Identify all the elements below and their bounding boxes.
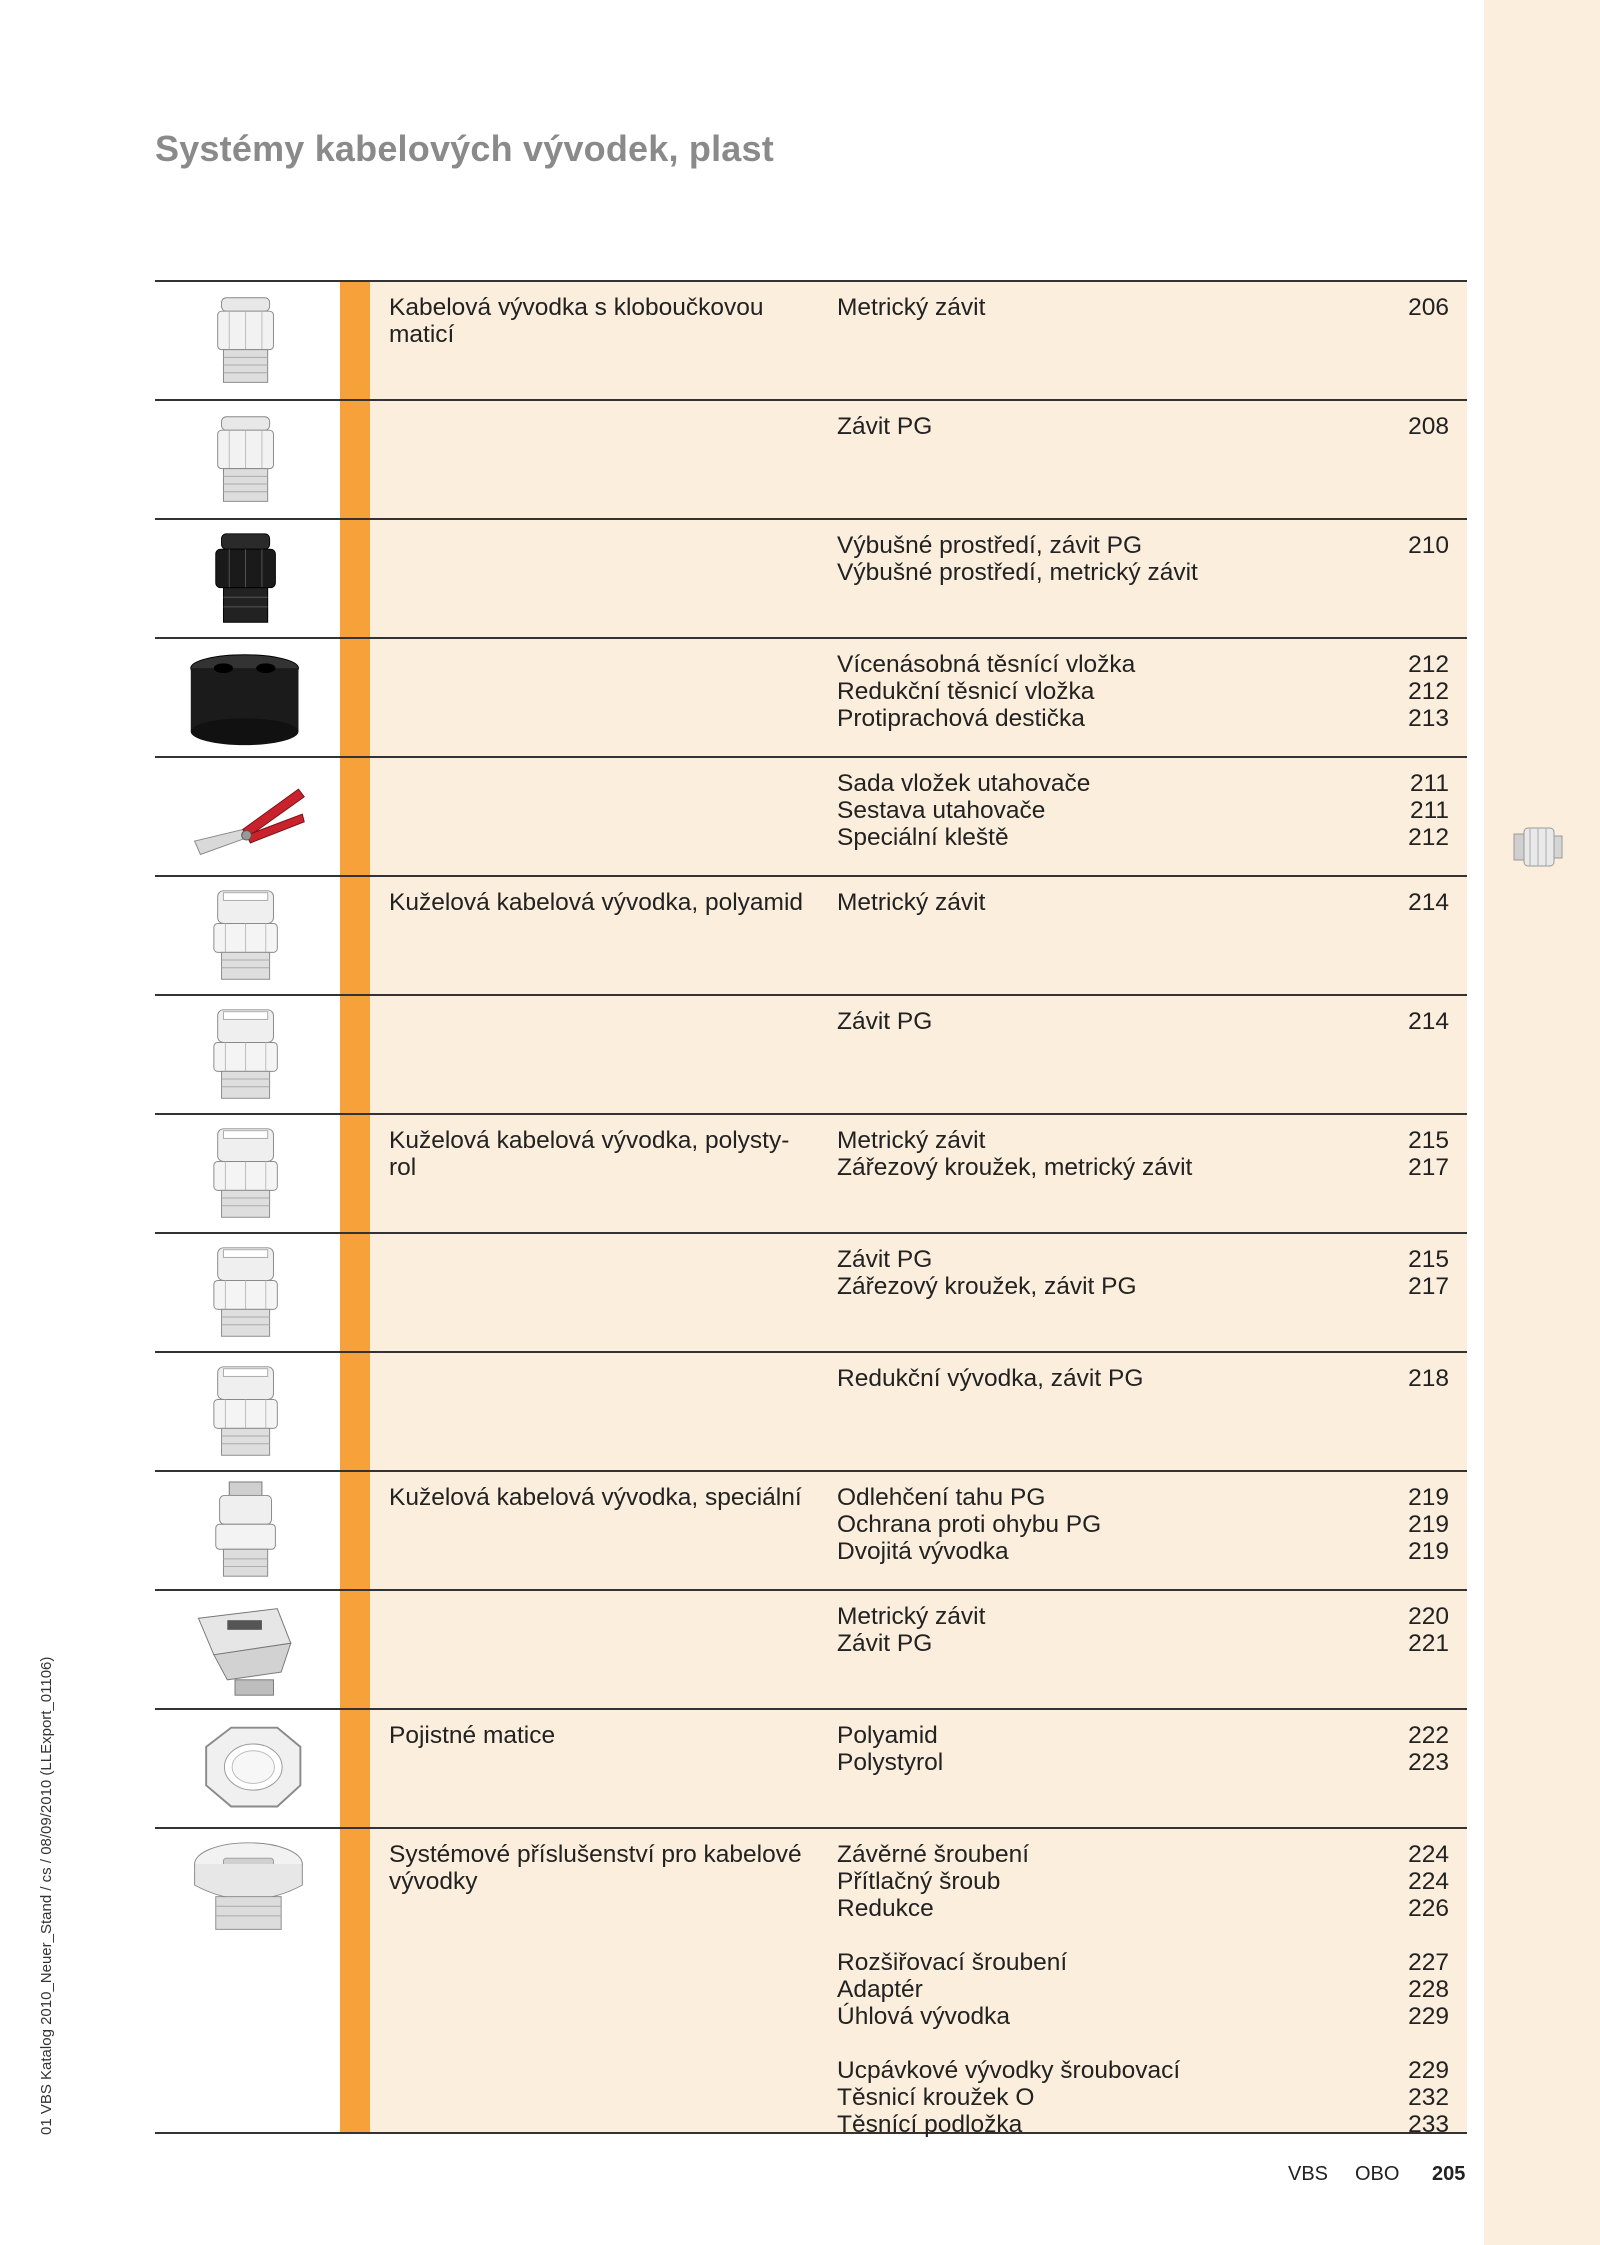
item-page-number: 218 <box>1408 1365 1449 1392</box>
catalog-item <box>837 2057 1449 2084</box>
item-label: Výbušné prostředí, závit PG <box>837 532 1143 559</box>
item-label: Úhlová vývodka <box>837 2003 1010 2030</box>
item-page-number: 229 <box>1408 2057 1449 2084</box>
item-label: Těsnicí kroužek O <box>837 2084 1035 2111</box>
item-page-number: 232 <box>1408 2084 1449 2111</box>
item-page-number: 212 <box>1408 678 1449 705</box>
catalog-row <box>155 756 1467 875</box>
item-label: Polyamid <box>837 1722 938 1749</box>
catalog-item <box>837 1722 1449 1749</box>
item-page-number: 217 <box>1408 1273 1449 1300</box>
item-label: Zářezový kroužek, metrický závit <box>837 1154 1193 1181</box>
catalog-row <box>155 1351 1467 1470</box>
accent-stripe <box>340 758 370 875</box>
catalog-item <box>837 1008 1449 1035</box>
item-label: Metrický závit <box>837 1127 986 1154</box>
item-page-number: 223 <box>1408 1749 1449 1776</box>
item-list <box>837 294 1449 321</box>
catalog-item <box>837 705 1449 732</box>
catalog-row <box>155 1113 1467 1232</box>
category-label: Pojistné matice <box>389 1722 556 1749</box>
catalog-item <box>837 1511 1449 1538</box>
item-page-number: 219 <box>1408 1511 1449 1538</box>
cone-cable-gland-icon <box>185 1359 310 1465</box>
item-list <box>837 1127 1449 1181</box>
item-label: Speciální kleště <box>837 824 1009 851</box>
item-list <box>837 889 1449 916</box>
item-page-number: 224 <box>1408 1868 1449 1895</box>
pliers-icon <box>185 764 310 870</box>
group-spacer <box>837 1922 1449 1949</box>
item-label: Těsnící podložka <box>837 2111 1023 2138</box>
screw-plug-icon <box>185 1835 310 1941</box>
item-label: Závit PG <box>837 1008 933 1035</box>
item-list <box>837 1722 1449 1776</box>
item-list <box>837 413 1449 440</box>
item-page-number: 215 <box>1408 1127 1449 1154</box>
catalog-item <box>837 2003 1449 2030</box>
accent-stripe <box>340 1591 370 1708</box>
cone-cable-gland-icon <box>185 1240 310 1346</box>
item-label: Adaptér <box>837 1976 923 2003</box>
item-label: Dvojitá vývodka <box>837 1538 1009 1565</box>
item-page-number: 224 <box>1408 1841 1449 1868</box>
catalog-item <box>837 1273 1449 1300</box>
item-page-number: 212 <box>1408 824 1449 851</box>
catalog-item <box>837 651 1449 678</box>
side-print-info: 01 VBS Katalog 2010_Neuer_Stand / cs / 08/09/2010 (LLExport_01106) <box>38 1656 55 2135</box>
item-page-number: 215 <box>1408 1246 1449 1273</box>
catalog-row <box>155 280 1467 399</box>
catalog-item <box>837 1603 1449 1630</box>
item-label: Protiprachová destička <box>837 705 1085 732</box>
item-label: Závit PG <box>837 1246 933 1273</box>
item-list <box>837 1484 1449 1565</box>
item-label: Výbušné prostředí, metrický závit <box>837 559 1198 586</box>
item-label: Polystyrol <box>837 1749 944 1776</box>
item-list <box>837 770 1449 851</box>
catalog-table <box>155 280 1467 2138</box>
item-list <box>837 1841 1449 2138</box>
item-page-number: 219 <box>1408 1484 1449 1511</box>
catalog-item <box>837 1868 1449 1895</box>
item-page-number: 208 <box>1408 413 1449 440</box>
item-label: Vícenásobná těsnící vložka <box>837 651 1136 678</box>
category-label: Kuželová kabelová vývodka, polysty- rol <box>389 1127 790 1181</box>
catalog-item <box>837 1246 1449 1273</box>
item-label: Metrický závit <box>837 1603 986 1630</box>
item-label: Redukční vývodka, závit PG <box>837 1365 1144 1392</box>
catalog-row <box>155 637 1467 756</box>
item-list <box>837 1246 1449 1300</box>
item-page-number: 212 <box>1408 651 1449 678</box>
catalog-row <box>155 518 1467 637</box>
accent-stripe <box>340 520 370 637</box>
catalog-item <box>837 294 1449 321</box>
item-list <box>837 1603 1449 1657</box>
footer-brand-vbs: VBS <box>1288 2163 1329 2185</box>
item-label: Ucpávkové vývodky šroubovací <box>837 2057 1181 2084</box>
item-list <box>837 651 1449 732</box>
accent-stripe <box>340 996 370 1113</box>
item-page-number: 227 <box>1408 1949 1449 1976</box>
item-label: Metrický závit <box>837 889 986 916</box>
catalog-item <box>837 1976 1449 2003</box>
catalog-item <box>837 889 1449 916</box>
page-title: Systémy kabelových vývodek, plast <box>155 128 774 169</box>
cone-cable-gland-icon <box>185 1002 310 1108</box>
category-label: Kuželová kabelová vývodka, polyamid <box>389 889 804 916</box>
special-cable-gland-icon <box>185 1478 310 1584</box>
lock-nut-icon <box>185 1716 310 1822</box>
group-spacer <box>837 2030 1449 2057</box>
angled-cable-gland-icon <box>185 1597 310 1703</box>
catalog-item <box>837 1538 1449 1565</box>
catalog-item <box>837 1127 1449 1154</box>
item-page-number: 226 <box>1408 1895 1449 1922</box>
item-page-number: 211 <box>1409 770 1449 797</box>
item-label: Redukční těsnicí vložka <box>837 678 1095 705</box>
item-list <box>837 1008 1449 1035</box>
catalog-row <box>155 1470 1467 1589</box>
page-number: 205 <box>1432 2163 1466 2185</box>
side-band <box>1484 0 1600 2245</box>
catalog-item <box>837 1841 1449 1868</box>
item-page-number: 214 <box>1408 889 1449 916</box>
item-list <box>837 1365 1449 1392</box>
item-page-number: 213 <box>1408 705 1449 732</box>
catalog-item <box>837 1484 1449 1511</box>
accent-stripe <box>340 1353 370 1470</box>
item-page-number: 210 <box>1408 532 1449 559</box>
catalog-row <box>155 994 1467 1113</box>
sealing-insert-icon <box>185 645 310 751</box>
item-label: Zářezový kroužek, závit PG <box>837 1273 1137 1300</box>
accent-stripe <box>340 1829 370 2132</box>
catalog-row <box>155 1232 1467 1351</box>
accent-stripe <box>340 639 370 756</box>
catalog-item <box>837 1154 1449 1181</box>
white-cable-gland-icon <box>185 407 310 513</box>
catalog-item <box>837 1365 1449 1392</box>
category-label: Systémové příslušenství pro kabelové vývodky <box>389 1841 802 1895</box>
catalog-item <box>837 1949 1449 1976</box>
catalog-item <box>837 559 1449 586</box>
item-label: Závěrné šroubení <box>837 1841 1030 1868</box>
catalog-item <box>837 770 1449 797</box>
item-label: Závit PG <box>837 1630 933 1657</box>
footer-brand-obo: OBO <box>1355 2163 1400 2185</box>
catalog-item <box>837 1895 1449 1922</box>
accent-stripe <box>340 1115 370 1232</box>
item-page-number: 220 <box>1408 1603 1449 1630</box>
catalog-item <box>837 1630 1449 1657</box>
catalog-row <box>155 399 1467 518</box>
catalog-item <box>837 2084 1449 2111</box>
catalog-row <box>155 1827 1467 2138</box>
item-label: Sestava utahovače <box>837 797 1046 824</box>
item-label: Metrický závit <box>837 294 986 321</box>
catalog-item <box>837 1749 1449 1776</box>
item-list <box>837 532 1449 586</box>
item-page-number: 228 <box>1408 1976 1449 2003</box>
accent-stripe <box>340 282 370 399</box>
item-label: Rozšiřovací šroubení <box>837 1949 1068 1976</box>
item-label: Redukce <box>837 1895 934 1922</box>
catalog-row <box>155 1589 1467 1708</box>
item-page-number: 221 <box>1408 1630 1449 1657</box>
catalog-row <box>155 875 1467 994</box>
item-page-number: 211 <box>1409 797 1449 824</box>
item-page-number: 219 <box>1408 1538 1449 1565</box>
black-cable-gland-icon <box>185 526 310 632</box>
cone-cable-gland-icon <box>185 883 310 989</box>
catalog-row <box>155 1708 1467 1827</box>
catalog-item <box>837 413 1449 440</box>
accent-stripe <box>340 401 370 518</box>
cable-gland-thumbnail-icon <box>1508 822 1568 872</box>
item-page-number: 222 <box>1408 1722 1449 1749</box>
item-label: Závit PG <box>837 413 933 440</box>
item-page-number: 233 <box>1408 2111 1449 2138</box>
catalog-item <box>837 797 1449 824</box>
item-page-number: 229 <box>1408 2003 1449 2030</box>
category-label: Kuželová kabelová vývodka, speciální <box>389 1484 802 1511</box>
item-label: Odlehčení tahu PG <box>837 1484 1046 1511</box>
item-page-number: 206 <box>1408 294 1449 321</box>
accent-stripe <box>340 1234 370 1351</box>
accent-stripe <box>340 877 370 994</box>
item-page-number: 217 <box>1408 1154 1449 1181</box>
accent-stripe <box>340 1710 370 1827</box>
item-page-number: 214 <box>1408 1008 1449 1035</box>
accent-stripe <box>340 1472 370 1589</box>
catalog-item <box>837 678 1449 705</box>
item-label: Sada vložek utahovače <box>837 770 1091 797</box>
catalog-item <box>837 2111 1449 2138</box>
item-label: Přítlačný šroub <box>837 1868 1001 1895</box>
catalog-item <box>837 824 1449 851</box>
catalog-item <box>837 532 1449 559</box>
white-cable-gland-icon <box>185 288 310 394</box>
item-label: Ochrana proti ohybu PG <box>837 1511 1102 1538</box>
cone-cable-gland-icon <box>185 1121 310 1227</box>
category-label: Kabelová vývodka s kloboučkovou maticí <box>389 294 764 348</box>
